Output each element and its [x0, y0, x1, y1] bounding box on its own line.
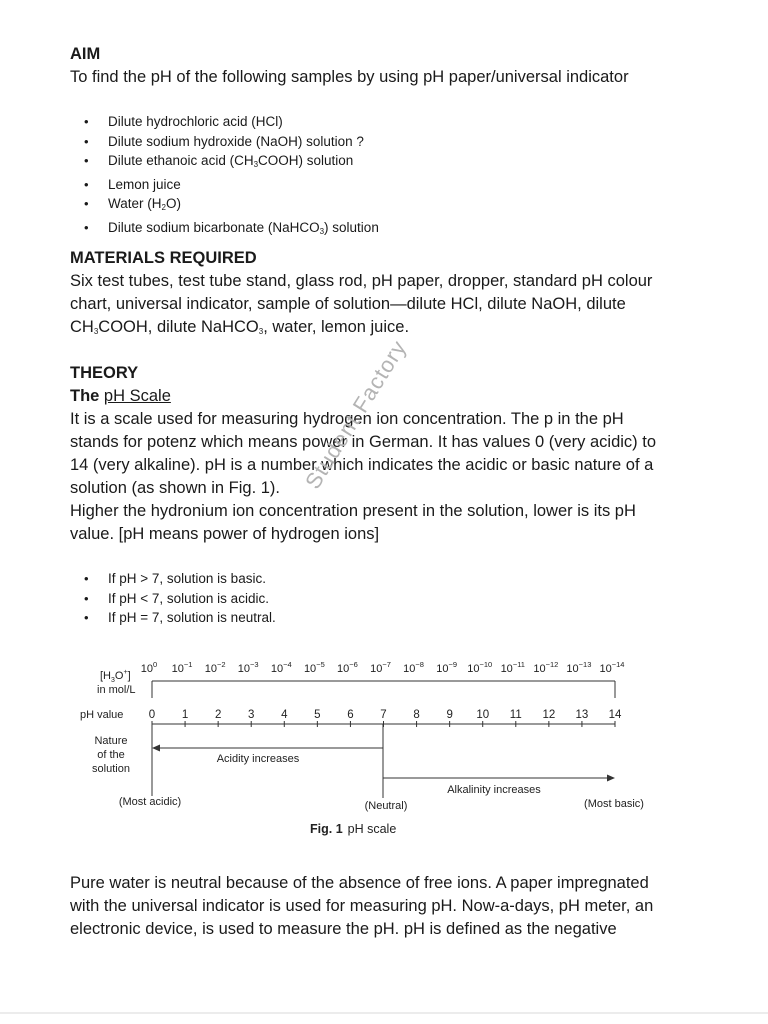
aim-text: To find the pH of the following samples by using pH paper/universal indicator — [70, 68, 629, 86]
ph-value-label: pH value — [80, 709, 124, 721]
materials-text: Six test tubes, test tube stand, glass rod, pH paper, dropper, standard pH colour chart, universal indicator, sample of solution—dilute HCl, dilute NaOH, dilute $CH_3COOH$, dilute NaHCO$_3$, water, lemon juice. — [70, 272, 653, 336]
ph-tick-labels — [149, 709, 622, 721]
theory-paragraph-1: It is a scale used for measuring hydrogen ion concentration. The p in the pH stands for potenz which means power in German. It has values 0 (very acidic) to 14 (very alkaline). pH is a number which indicates the acidic or basic nature of a solution (as shown in Fig. 1). — [70, 410, 657, 497]
concentration-tick-label: $10^{-6}$ — [337, 660, 358, 675]
ph-tick-label: 14 — [608, 709, 622, 721]
most-acidic-label: (Most acidic) — [118, 796, 182, 808]
list-item: • If pH = 7, solution is neutral. — [70, 608, 276, 628]
ph-tick-label: 7 — [380, 709, 387, 721]
ph-tick-label: 2 — [214, 709, 222, 721]
ph-tick-label: 11 — [509, 709, 522, 721]
concentration-unit-label: in mol/L — [97, 684, 136, 696]
ph-rules-list — [70, 569, 276, 628]
concentration-tick-labels — [141, 660, 625, 675]
concentration-tick-label: $10^{-2}$ — [204, 660, 226, 675]
page-divider — [0, 1012, 768, 1014]
theory-paragraph-2: Higher the hydronium ion concentration present in the solution, lower is its pH value. [pH means power of hydrogen ions] — [70, 502, 636, 543]
neutral-label: (Neutral) — [364, 800, 408, 812]
ph-tick-label: 3 — [248, 709, 255, 721]
concentration-tick-label: $10^{-11}$ — [500, 660, 525, 675]
materials-heading: MATERIALS REQUIRED — [70, 249, 257, 267]
acidity-label: Acidity increases — [216, 753, 300, 765]
concentration-tick-label: $10^{-5}$ — [303, 660, 325, 675]
sample-list — [70, 112, 379, 242]
ph-tick-label: 10 — [476, 709, 490, 721]
concentration-tick-label: $10^{-7}$ — [370, 660, 391, 675]
list-item: • Dilute sodium bicarbonate (NaHCO$_3$) solution — [70, 218, 379, 242]
ph-tick-label: 12 — [542, 709, 556, 721]
list-item: • Water $(H_2O)$ — [70, 194, 379, 218]
ph-tick-label: 6 — [347, 709, 354, 721]
list-item: • If pH < 7, solution is acidic. — [70, 589, 276, 609]
concentration-tick-label: $10^{-1}$ — [171, 660, 193, 675]
alkalinity-arrow-head — [607, 775, 615, 782]
list-item: • Dilute sodium hydroxide (NaOH) solution ? — [70, 132, 379, 152]
ph-scale-diagram — [80, 648, 670, 848]
concentration-tick-label: $10^{-14}$ — [599, 660, 625, 675]
acidity-arrow-head — [152, 745, 160, 752]
list-item: • Dilute hydrochloric acid (HCl) — [70, 112, 379, 132]
nature-label: Nature — [94, 735, 128, 747]
concentration-tick-label: $10^{-10}$ — [467, 660, 493, 675]
list-item: • Lemon juice — [70, 175, 379, 195]
most-basic-label: (Most basic) — [584, 798, 644, 810]
list-item: • Dilute ethanoic acid $(CH_3COOH)$ solution — [70, 151, 379, 175]
watermark: Student Factory — [300, 335, 412, 494]
concentration-tick-label: $10^0$ — [140, 660, 158, 675]
concentration-label: $[H_3O^+]$ — [100, 669, 131, 684]
ph-tick-label: 8 — [413, 709, 420, 721]
theory-heading: THEORY — [70, 364, 139, 382]
closing-paragraph: Pure water is neutral because of the absence of free ions. A paper impregnated with the universal indicator is used for measuring pH. Now-a-days, pH meter, an electronic device, is used to measure the pH. pH is defined as the negative — [70, 874, 654, 938]
alkalinity-label: Alkalinity increases — [447, 784, 541, 796]
list-item: • If pH > 7, solution is basic. — [70, 569, 276, 589]
concentration-tick-label: $10^{-4}$ — [270, 660, 292, 675]
ph-scale-figure — [80, 648, 670, 848]
ph-tick-label: 4 — [281, 709, 288, 721]
nature-label: of the — [97, 749, 125, 761]
concentration-tick-label: $10^{-9}$ — [436, 660, 458, 675]
concentration-tick-label: $10^{-8}$ — [403, 660, 424, 675]
ph-scale-subheading: The pH Scale — [70, 387, 171, 405]
ph-tick-label: 0 — [148, 709, 156, 721]
concentration-tick-label: $10^{-3}$ — [237, 660, 259, 675]
concentration-tick-label: $10^{-13}$ — [566, 660, 592, 675]
aim-heading: AIM — [70, 45, 101, 63]
concentration-tick-label: $10^{-12}$ — [533, 660, 559, 675]
nature-label: solution — [92, 763, 130, 775]
ph-tick-label: 13 — [575, 709, 589, 721]
figure-caption: Fig. 1 pH scale — [310, 822, 397, 836]
ph-tick-label: 9 — [446, 709, 453, 721]
ph-tick-label: 1 — [181, 709, 189, 721]
ph-tick-label: 5 — [314, 709, 321, 721]
